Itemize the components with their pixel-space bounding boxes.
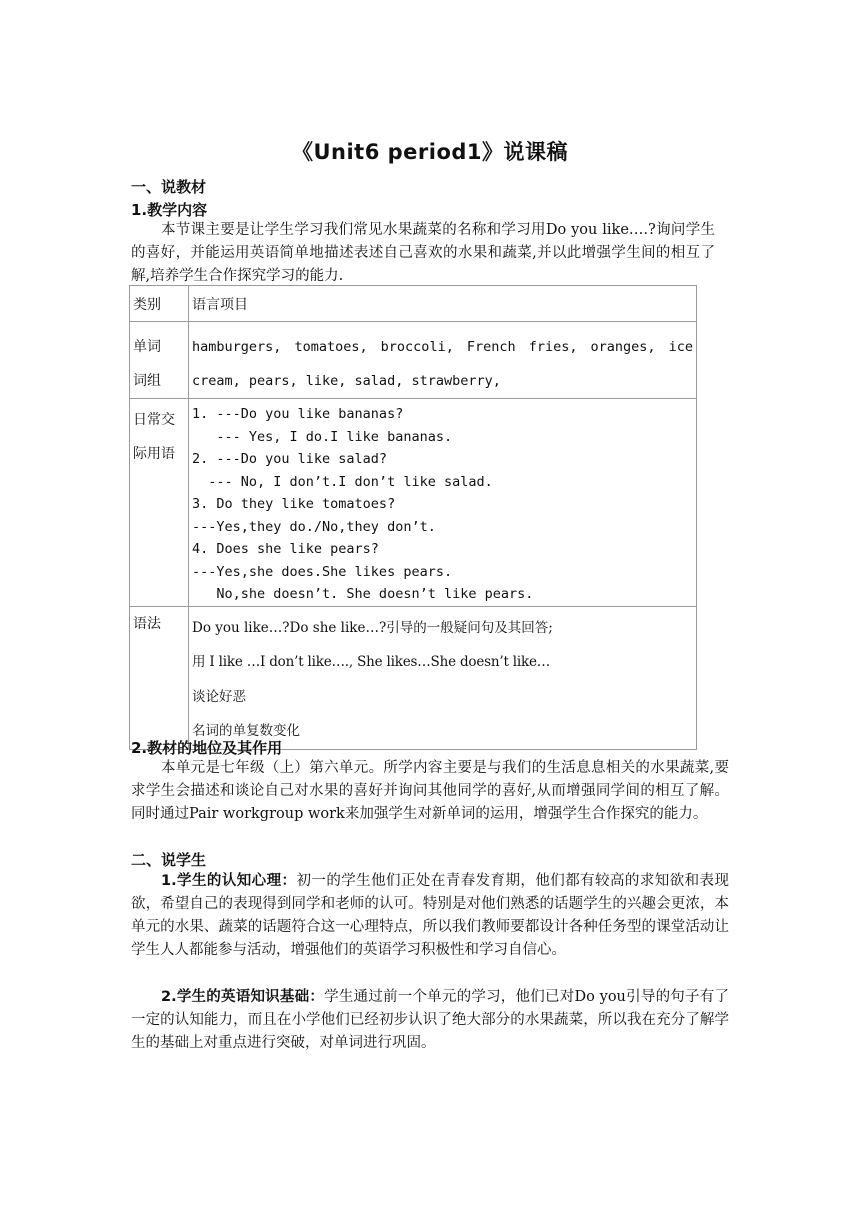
section-1-heading: 一、说教材 bbox=[131, 178, 207, 196]
daily-line: 3. Do they like tomatoes? bbox=[192, 496, 396, 512]
daily-line: ---Yes,she does.She likes pears. bbox=[192, 563, 453, 580]
daily-line: 2. ---Do you like salad? bbox=[192, 451, 388, 467]
student-knowledge-text: 学生通过前一个单元的学习，他们已对Do you引导的句子有了一定的认知能力，而且在小学他们已经初步认识了绝大部分的水果蔬菜，所以我在充分了解学生的基础上对重点进行突破，对单词进行巩固。 bbox=[131, 989, 729, 1051]
table-header-row bbox=[130, 286, 697, 322]
section-2-heading: 二、说学生 bbox=[131, 851, 207, 869]
vocab-line-1: hamburgers, tomatoes, broccoli, French fries, oranges, ice bbox=[192, 339, 693, 355]
student-knowledge-label: 2.学生的英语知识基础： bbox=[161, 989, 325, 1005]
subsection-1-heading: 1.教学内容 bbox=[131, 201, 208, 219]
vocab-label-cell bbox=[130, 322, 189, 399]
student-psychology-label: 1.学生的认知心理： bbox=[161, 873, 297, 889]
vocab-label-line-1: 单词 bbox=[133, 339, 161, 355]
daily-line: No,she doesn’t. She doesn’t like pears. bbox=[192, 586, 534, 602]
daily-label-cell bbox=[130, 399, 189, 607]
teaching-content-paragraph bbox=[131, 219, 715, 288]
grammar-label-cell: 语法 bbox=[130, 606, 189, 749]
vocab-label-line-2: 词组 bbox=[133, 373, 161, 389]
subsection-2-heading: 2.教材的地位及其作用 bbox=[131, 739, 283, 757]
document-title: 《Unit6 period1》说课稿 bbox=[291, 140, 569, 164]
vocab-content-cell bbox=[189, 322, 697, 399]
textbook-role-paragraph bbox=[131, 757, 729, 826]
daily-label-line-2: 际用语 bbox=[133, 446, 175, 462]
vocab-line-2: cream, pears, like, salad, strawberry, bbox=[192, 373, 501, 389]
table-row-grammar bbox=[130, 606, 697, 749]
daily-line: 1. ---Do you like bananas? bbox=[192, 406, 404, 422]
grammar-content-cell bbox=[189, 606, 697, 749]
daily-line: 4. Does she like pears? bbox=[192, 541, 379, 557]
student-knowledge-paragraph bbox=[131, 986, 729, 1055]
daily-line: --- Yes, I do.I like bananas. bbox=[192, 428, 453, 445]
student-psychology-paragraph bbox=[131, 870, 729, 962]
header-category: 类别 bbox=[130, 286, 189, 322]
student-psychology-text: 初一的学生他们正处在青春发育期，他们都有较高的求知欲和表现欲，希望自己的表现得到同学和老师的认可。特别是对他们熟悉的话题学生的兴趣会更浓，本单元的水果、蔬菜的话题符合这一心理特点，所以我们教师要都设计各种任务型的课堂活动让学生人人都能参与活动，增强他们的英语学习积极性和学习自信心。 bbox=[131, 873, 729, 958]
table-row-vocabulary bbox=[130, 322, 697, 399]
header-language-items: 语言项目 bbox=[189, 286, 697, 322]
grammar-line: 用 I like …I don’t like…., She likes…She doesn’t like… bbox=[192, 654, 551, 670]
daily-label-line-1: 日常交 bbox=[133, 412, 175, 428]
grammar-line: 名词的单复数变化 bbox=[192, 723, 300, 739]
daily-content-cell bbox=[189, 399, 697, 607]
grammar-line: 谈论好恶 bbox=[192, 688, 246, 705]
daily-line: --- No, I don’t.I don’t like salad. bbox=[192, 473, 493, 490]
teaching-content-text: 本节课主要是让学生学习我们常见水果蔬菜的名称和学习用Do you like….?询问学生的喜好，并能运用英语简单地描述表述自己喜欢的水果和蔬菜,并以此增强学生间的相互了解,培养学生合作探究学习的能力. bbox=[131, 222, 715, 284]
textbook-role-text: 本单元是七年级（上）第六单元。所学内容主要是与我们的生活息息相关的水果蔬菜,要求学生会描述和谈论自己对水果的喜好并询问其他同学的喜好,从而增强同学间的相互了解。同时通过Pair workgroup work来加强学生对新单词的运用，增强学生合作探究的能力。 bbox=[131, 760, 729, 822]
table-row-daily-expressions bbox=[130, 399, 697, 607]
grammar-line: Do you like…?Do she like…?引导的一般疑问句及其回答; bbox=[192, 619, 553, 636]
language-items-table bbox=[129, 285, 697, 750]
daily-line: ---Yes,they do./No,they don’t. bbox=[192, 518, 436, 535]
